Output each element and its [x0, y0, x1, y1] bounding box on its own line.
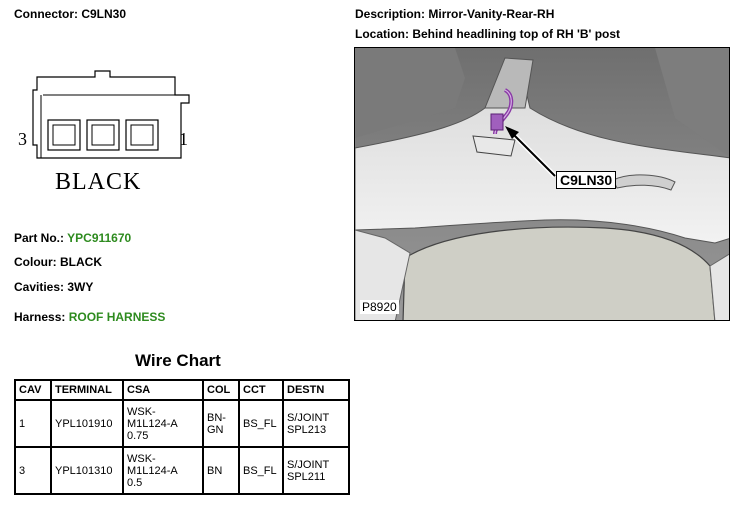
part-no-line [14, 231, 131, 245]
cell-csa-line: WSK- [127, 452, 156, 465]
column-header-cav: CAV [15, 380, 51, 400]
cell-terminal: YPL101310 [51, 447, 123, 494]
cavity-2 [87, 120, 119, 150]
connector-id: C9LN30 [81, 7, 127, 21]
connector-label: Connector: [14, 7, 78, 21]
cell-csa [123, 447, 203, 494]
cell-destn [283, 447, 349, 494]
pin-label-right: 1 [179, 129, 188, 149]
cell-destn-line: S/JOINT [287, 411, 330, 424]
cell-terminal: YPL101910 [51, 400, 123, 447]
cell-destn-line: SPL213 [287, 423, 327, 436]
cavities-label: Cavities: [14, 280, 65, 294]
description-line [355, 7, 554, 21]
harness-value: ROOF HARNESS [68, 310, 166, 324]
connector-color-label: BLACK [55, 169, 142, 195]
connector-line [14, 7, 126, 21]
headlining-illustration [355, 48, 730, 321]
location-label: Location: [355, 27, 409, 41]
column-header-terminal: TERMINAL [51, 380, 123, 400]
cell-col-line: BN- [207, 411, 226, 424]
cell-cct: BS_FL [239, 400, 283, 447]
cavities-value: 3WY [67, 280, 94, 294]
part-no-label: Part No.: [14, 231, 65, 245]
cell-cav: 1 [15, 400, 51, 447]
column-header-col: COL [203, 380, 239, 400]
colour-label: Colour: [14, 255, 57, 269]
cell-col-line: GN [207, 423, 224, 436]
wire-chart-table [14, 379, 350, 495]
cell-cct: BS_FL [239, 447, 283, 494]
column-header-csa: CSA [123, 380, 203, 400]
table-row [15, 447, 349, 494]
connector-diagram [15, 65, 195, 200]
cell-csa-line: WSK- [127, 405, 156, 418]
photo-reference: P8920 [362, 300, 397, 314]
pin-label-left: 3 [18, 129, 27, 149]
cell-csa-line: 0.5 [127, 476, 143, 489]
column-header-destn: DESTN [283, 380, 349, 400]
cell-col [203, 400, 239, 447]
cell-destn-line: SPL211 [287, 470, 326, 483]
description-value: Mirror-Vanity-Rear-RH [428, 7, 555, 21]
colour-line [14, 255, 102, 269]
table-header-row [15, 380, 349, 400]
column-header-cct: CCT [239, 380, 283, 400]
description-label: Description: [355, 7, 426, 21]
cell-csa [123, 400, 203, 447]
part-no-value: YPC911670 [67, 231, 132, 245]
wire-chart-title: Wire Chart [135, 351, 221, 370]
harness-label: Harness: [14, 310, 66, 324]
location-line [355, 27, 620, 41]
location-value: Behind headlining top of RH 'B' post [412, 27, 621, 41]
cell-csa-line: 0.75 [127, 429, 149, 442]
table-row [15, 400, 349, 447]
cell-destn [283, 400, 349, 447]
harness-line [14, 310, 165, 324]
cell-csa-line: M1L124-A [127, 417, 178, 430]
cell-csa-line: M1L124-A [127, 464, 178, 477]
colour-value: BLACK [60, 255, 102, 269]
cell-cav: 3 [15, 447, 51, 494]
location-photo [354, 47, 730, 321]
cavities-line [14, 280, 93, 294]
cavity-3 [126, 120, 158, 150]
cell-col [203, 447, 239, 494]
photo-callout-label: C9LN30 [556, 171, 616, 189]
cavity-1 [48, 120, 80, 150]
cell-destn-line: S/JOINT [287, 458, 330, 471]
cell-col-line: BN [207, 464, 223, 477]
